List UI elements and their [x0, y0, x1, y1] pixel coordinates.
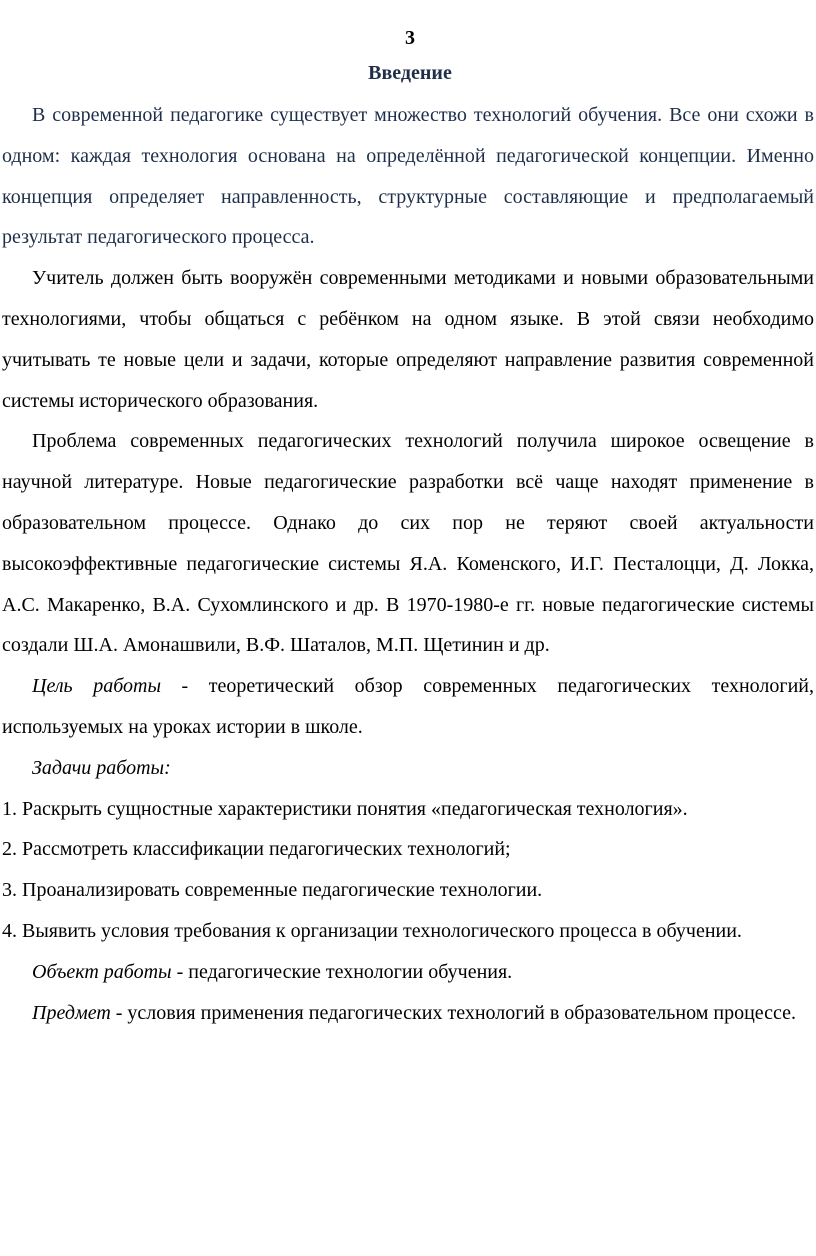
goal-text: - теоретический обзор современных педагогических технологий, используемых на уроках истории в школе. [2, 675, 814, 738]
goal-label: Цель работы [32, 675, 161, 698]
subject-label: Предмет [32, 1001, 111, 1024]
intro-paragraph-2: Учитель должен быть вооружён современными методиками и новыми образовательными технологиями, чтобы общаться с ребёнком на одном языке. В этой связи необходимо учитывать те новые цели и задачи, которые определяют направление развития современной системы исторического образования. [2, 267, 814, 412]
intro-paragraph-3: Проблема современных педагогических технологий получила широкое освещение в научной литературе. Новые педагогические разработки всё чаще находят применение в образовательном процессе. Однако до сих пор не теряют своей актуальности высокоэффективные педагогические системы Я.А. Коменского, И.Г. Песталоцци, Д. Локка, А.С. Макаренко, В.А. Сухомлинского и др. В 1970-1980-е гг. новые педагогические системы создали Ш.А. Амонашвили, В.Ф. Шаталов, М.П. Щетинин и др. [2, 430, 814, 657]
subject-text: - условия применения педагогических технологий в образовательном процессе. [110, 1001, 797, 1024]
task-item: 4. Выявить условия требования к организации технологического процесса в обучении. [2, 919, 742, 942]
goal-paragraph [2, 666, 814, 748]
tasks-heading [2, 748, 814, 789]
object-label: Объект работы [32, 960, 172, 983]
section-title: Введение [368, 62, 452, 84]
page-number: 3 [405, 27, 415, 49]
tasks-label: Задачи работы: [32, 756, 171, 779]
subject-paragraph [2, 993, 814, 1034]
object-text: - педагогические технологии обучения. [171, 960, 513, 983]
task-item: 3. Проанализировать современные педагогические технологии. [2, 879, 543, 902]
task-item: 1. Раскрыть сущностные характеристики понятия «педагогическая технология». [2, 797, 688, 820]
task-item: 2. Рассмотреть классификации педагогических технологий; [2, 838, 511, 861]
object-paragraph [2, 952, 814, 993]
intro-paragraph-1: В современной педагогике существует множество технологий обучения. Все они схожи в одном: каждая технология основана на определённой педагогической концепции. Именно концепция определяет направленность, структурные составляющие и предполагаемый результат педагогического процесса. [2, 104, 814, 249]
